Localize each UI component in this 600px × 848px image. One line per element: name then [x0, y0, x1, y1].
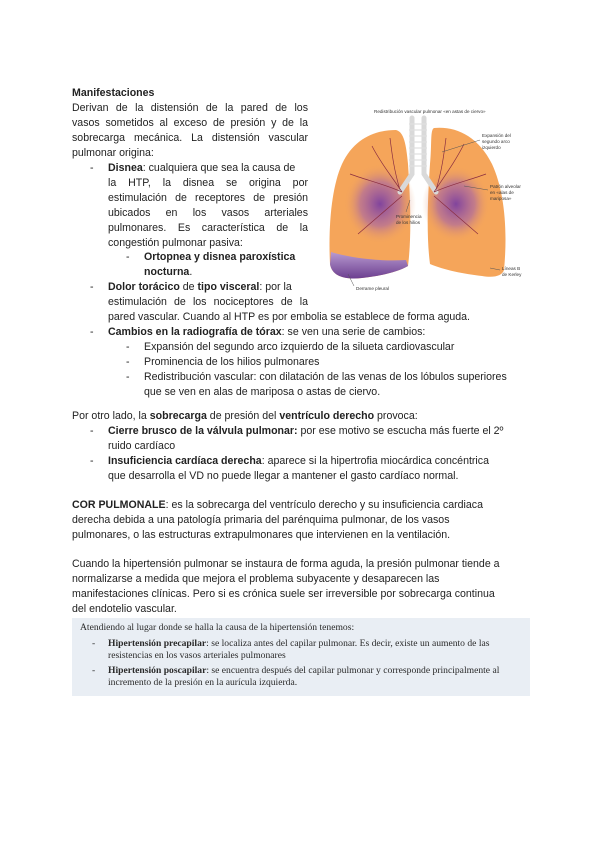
disnea-line-1: [108, 161, 308, 176]
box-post-line-2: incremento de la presión en la aurícula izquierda.: [108, 677, 298, 688]
label-prominencia-1: Prominencia: [396, 214, 422, 219]
hypertension-types-box: [72, 618, 530, 696]
aguda-line-4: del endotelio vascular.: [72, 603, 177, 615]
cierre-line-1: [108, 424, 503, 439]
figure-title: Redistribución vascular pulmonar «en astas de ciervo»: [374, 109, 486, 114]
otro-pre: Por otro lado, la: [72, 410, 150, 422]
bullet-dash: -: [126, 371, 130, 383]
otro-post: provoca:: [374, 410, 418, 422]
rx-item-3: Redistribución vascular: con dilatación de las venas de los lóbulos superiores: [144, 371, 507, 383]
rx-line: [108, 325, 425, 340]
bullet-dash: -: [92, 638, 96, 649]
rx-item-2: Prominencia de los hilios pulmonares: [144, 356, 320, 368]
label-patron-1: Patrón alveolar: [490, 184, 521, 189]
disnea-text-1: : cualquiera que sea la causa de: [142, 162, 296, 174]
bullet-dash: -: [90, 455, 94, 467]
label-prominencia-2: de los hilios: [396, 220, 421, 225]
box-pre-line-1: [108, 638, 490, 650]
ortopnea-line-1: Ortopnea y disnea paroxística: [144, 251, 296, 263]
disnea-line-2: la HTP, la disnea se origina por: [108, 177, 308, 189]
label-expansion-1: Expansión del: [482, 133, 511, 138]
bullet-dash: -: [126, 341, 130, 353]
dolor-term-2: tipo visceral: [197, 281, 260, 293]
label-expansion-3: izquierdo: [482, 145, 501, 150]
box-post-rest: : se encuentra después del capilar pulmonar y corresponde principalmente al: [206, 665, 500, 676]
cor-line-3: pulmonares, o las estructuras extrapulmonares que intervienen en la ventilación.: [72, 529, 451, 541]
disnea-line-4: ubicados en los vasos arteriales: [108, 207, 308, 219]
cor-line-1: [72, 498, 483, 513]
bullet-dash: -: [90, 281, 94, 293]
bullet-dash: -: [90, 425, 94, 437]
box-pre-term: Hipertensión precapilar: [108, 638, 207, 649]
disnea-line-6: congestión pulmonar pasiva:: [108, 237, 243, 249]
bullet-dash: -: [90, 162, 94, 174]
intro-line-4: pulmonar origina:: [72, 147, 154, 159]
label-patron-2: en «alas de: [490, 190, 514, 195]
box-intro: Atendiendo al lugar donde se halla la causa de la hipertensión tenemos:: [80, 622, 355, 633]
cor-line-2: derecha debida a una patología primaria del parénquima pulmonar, de los vasos: [72, 514, 450, 526]
ortopnea-line-2: [144, 265, 192, 280]
lungs-illustration: [314, 104, 530, 294]
nocturna-term: nocturna: [144, 266, 190, 278]
box-pre-line-2: resistencias en los vasos arteriales pulmonares: [108, 650, 286, 661]
rx-item-1: Expansión del segundo arco izquierdo de la silueta cardiovascular: [144, 341, 455, 353]
cor-rest: : es la sobrecarga del ventrículo derecho y su insuficiencia cardiaca: [165, 499, 483, 511]
dolor-term-1: Dolor torácico: [108, 281, 180, 293]
box-pre-rest: : se localiza antes del capilar pulmonar. Es decir, existe un aumento de las: [206, 638, 490, 649]
insuf-rest: : aparece si la hipertrofia miocárdica concéntrica: [261, 455, 489, 467]
cierre-rest: por ese motivo se escucha más fuerte el 2º: [297, 425, 504, 437]
dolor-mid: de: [179, 281, 198, 293]
section-heading: Manifestaciones: [72, 87, 155, 99]
bullet-dash: -: [92, 665, 96, 676]
disnea-term: Disnea: [108, 162, 143, 174]
congestion-left: [422, 166, 490, 242]
disnea-line-3: estimulación de receptores de presión: [108, 192, 308, 204]
label-lineas-1: Líneas B: [502, 266, 521, 271]
intro-line-1: Derivan de la distensión de la pared de los: [72, 102, 308, 114]
aguda-line-1: Cuando la hipertensión pulmonar se instaura de forma aguda, la presión pulmonar tiende a: [72, 558, 500, 570]
box-post-line-1: [108, 665, 499, 677]
insuf-line-1: [108, 454, 489, 469]
label-patron-3: mariposa»: [490, 196, 512, 201]
otro-mid: de presión del: [206, 410, 280, 422]
dolor-line-2: estimulación de los nociceptores de la: [108, 296, 308, 308]
rx-term: Cambios en la radiografía de tórax: [108, 326, 282, 338]
otro-line: [72, 409, 418, 424]
aguda-line-3: manifestaciones clínicas. Pero si es crónica suele ser irreversible por sobrecarga continua: [72, 588, 495, 600]
label-lineas-2: de Kerley: [502, 272, 522, 277]
bullet-square: -: [126, 251, 130, 263]
insuf-term: Insuficiencia cardíaca derecha: [108, 455, 262, 467]
disnea-line-5: pulmonares. Es característica de la: [108, 222, 308, 234]
aguda-line-2: normalizarse a medida que mejora el problema subyacente y desaparecen las: [72, 573, 440, 585]
cierre-line-2: ruido cardíaco: [108, 440, 176, 452]
intro-line-2: vasos sometidos al exceso de presión y de la: [72, 117, 308, 129]
otro-b1: sobrecarga: [149, 410, 207, 422]
bullet-dash: -: [90, 326, 94, 338]
rx-item-3-cont: que se ven en alas de mariposa o astas de ciervo.: [144, 386, 381, 398]
label-expansion-2: segundo arco: [482, 139, 510, 144]
intro-line-3: sobrecarga mecánica. La distensión vascular: [72, 132, 308, 144]
dolor-rest: : por la: [259, 281, 292, 293]
cor-term: COR PULMONALE: [72, 499, 166, 511]
otro-b2: ventrículo derecho: [279, 410, 375, 422]
nocturna-tail: .: [189, 266, 193, 278]
box-post-term: Hipertensión poscapilar: [108, 665, 207, 676]
cierre-term: Cierre brusco de la válvula pulmonar:: [108, 425, 298, 437]
insuf-line-2: que desarrolla el VD no puede llegar a mantener el gasto cardíaco normal.: [108, 470, 459, 482]
bullet-dash: -: [126, 356, 130, 368]
rx-rest: : se ven una serie de cambios:: [281, 326, 426, 338]
dolor-line-3: pared vascular. Cuando al HTP es por embolia se establece de forma aguda.: [108, 311, 470, 323]
label-derrame: Derrame pleural: [356, 286, 389, 291]
dolor-line-1: [108, 280, 292, 295]
